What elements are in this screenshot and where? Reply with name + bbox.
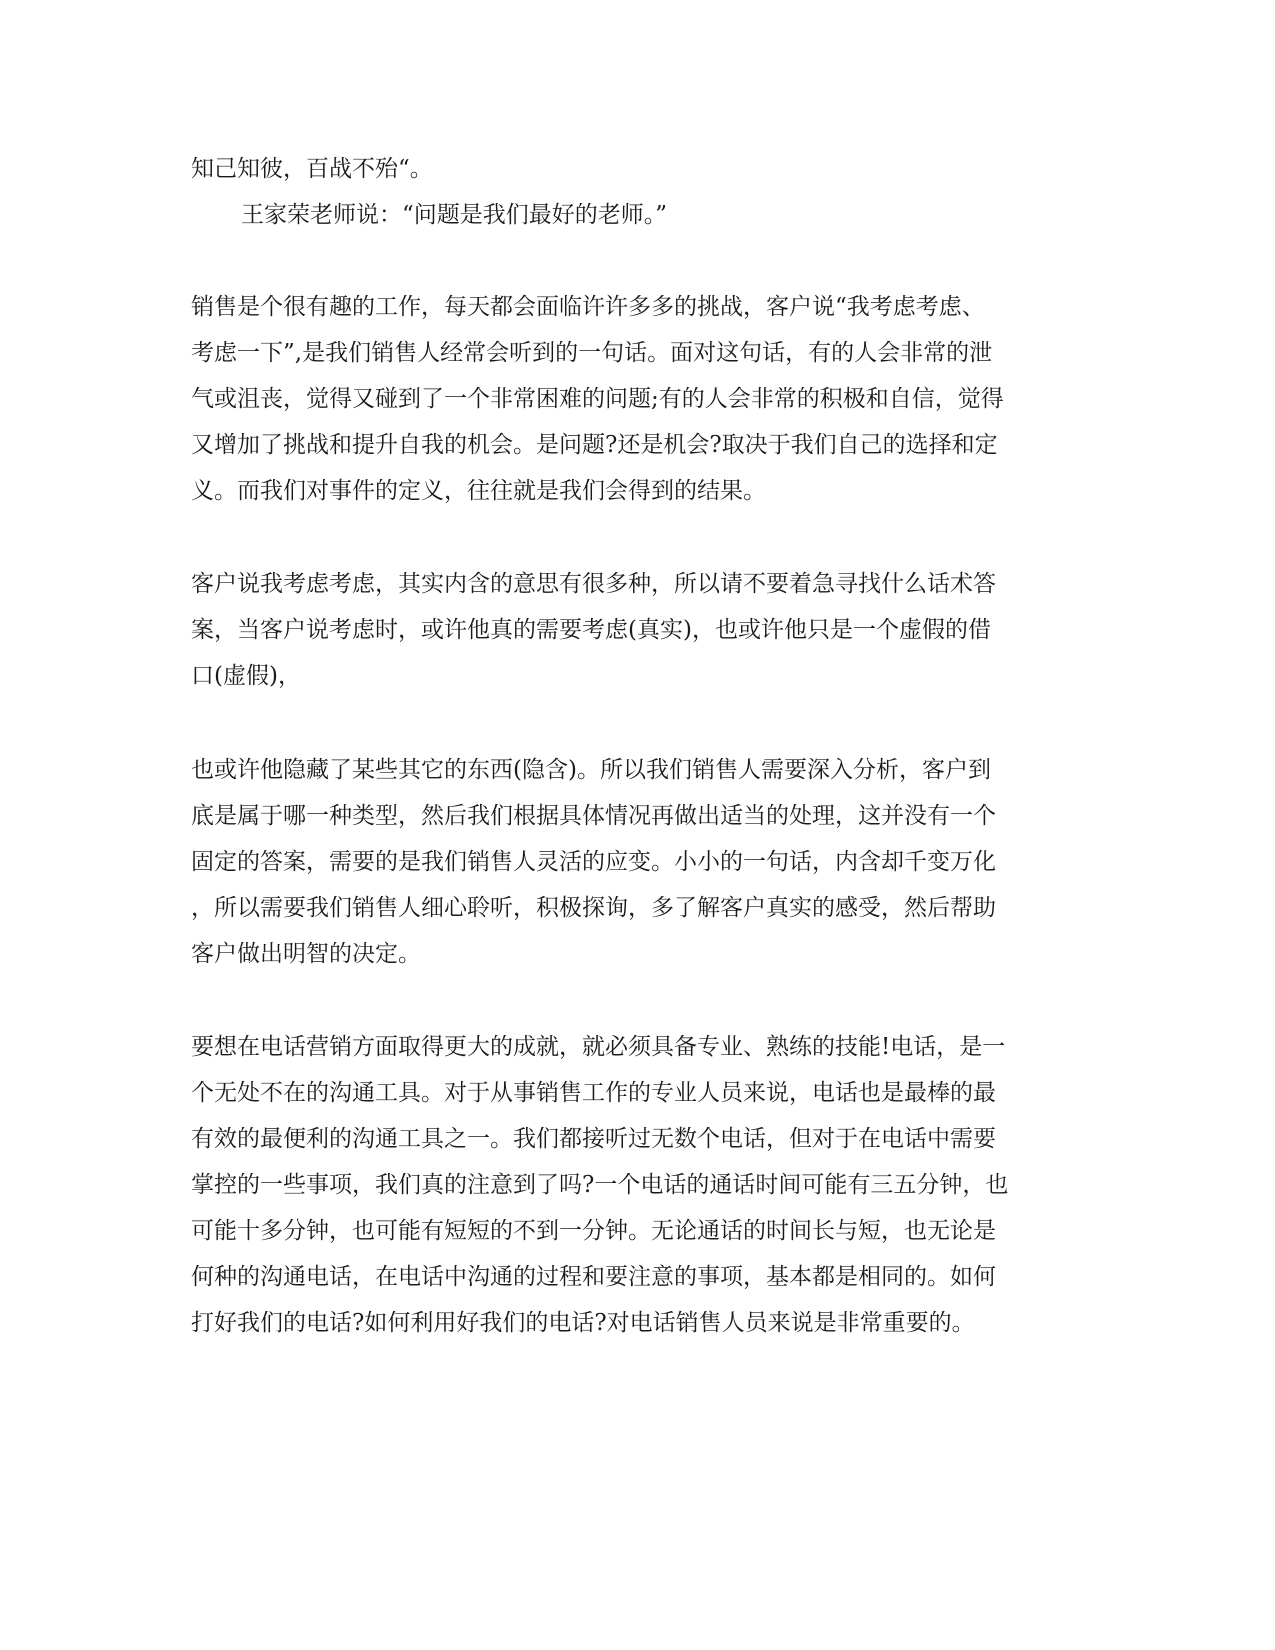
paragraph-line: 客户说我考虑考虑，其实内含的意思有很多种，所以请不要着急寻找什么话术答 [191, 571, 996, 597]
paragraph-line: 可能十多分钟，也可能有短短的不到一分钟。无论通话的时间长与短，也无论是 [191, 1218, 996, 1244]
paragraph-line: 有效的最便利的沟通工具之一。我们都接听过无数个电话，但对于在电话中需要 [191, 1126, 996, 1152]
paragraph-line: 又增加了挑战和提升自我的机会。是问题?还是机会?取决于我们自己的选择和定 [191, 432, 998, 458]
paragraph-line: ，所以需要我们销售人细心聆听，积极探询，多了解客户真实的感受，然后帮助 [191, 895, 996, 921]
paragraph-line: 也或许他隐藏了某些其它的东西(隐含)。所以我们销售人需要深入分析，客户到 [191, 757, 991, 783]
paragraph-line: 气或沮丧，觉得又碰到了一个非常困难的问题;有的人会非常的积极和自信，觉得 [191, 386, 1004, 412]
paragraph-line: 案，当客户说考虑时，或许他真的需要考虑(真实)，也或许他只是一个虚假的借 [191, 617, 991, 643]
paragraph-line: 固定的答案，需要的是我们销售人灵活的应变。小小的一句话，内含却千变万化 [191, 849, 996, 875]
paragraph-line: 底是属于哪一种类型，然后我们根据具体情况再做出适当的处理，这并没有一个 [191, 803, 996, 829]
quote-line: 王家荣老师说：“问题是我们最好的老师。” [241, 202, 668, 228]
paragraph-line: 考虑一下”,是我们销售人经常会听到的一句话。面对这句话，有的人会非常的泄 [191, 340, 993, 366]
paragraph-line: 掌控的一些事项，我们真的注意到了吗?一个电话的通话时间可能有三五分钟，也 [191, 1172, 1009, 1198]
paragraph-line: 口(虚假)， [191, 663, 301, 689]
paragraph-line: 要想在电话营销方面取得更大的成就，就必须具备专业、熟练的技能!电话，是一 [191, 1034, 1006, 1060]
paragraph-line: 打好我们的电话?如何利用好我们的电话?对电话销售人员来说是非常重要的。 [191, 1310, 975, 1336]
paragraph-line: 何种的沟通电话，在电话中沟通的过程和要注意的事项，基本都是相同的。如何 [191, 1264, 996, 1290]
paragraph-line: 客户做出明智的决定。 [191, 941, 421, 967]
intro-line: 知己知彼，百战不殆“。 [191, 156, 433, 182]
paragraph-line: 义。而我们对事件的定义，往往就是我们会得到的结果。 [191, 478, 766, 504]
paragraph-line: 销售是个很有趣的工作，每天都会面临许许多多的挑战，客户说“我考虑考虑、 [191, 294, 985, 320]
paragraph-line: 个无处不在的沟通工具。对于从事销售工作的专业人员来说，电话也是最棒的最 [191, 1080, 996, 1106]
